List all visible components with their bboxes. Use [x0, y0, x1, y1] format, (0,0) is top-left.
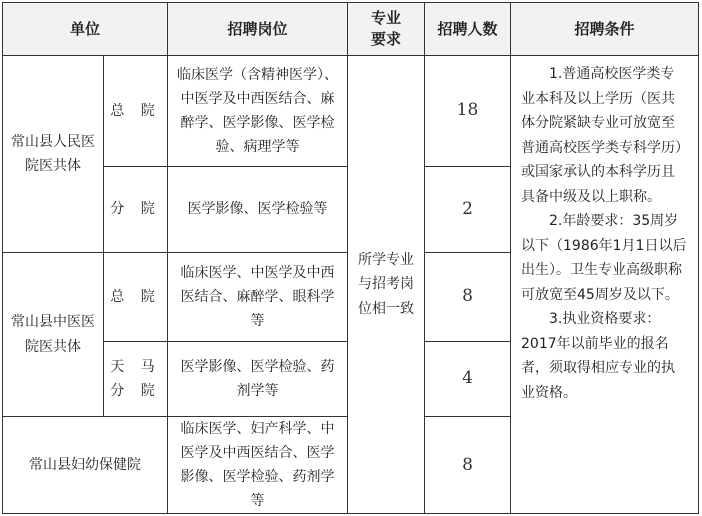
positions-cell: 医学影像、医学检验、药剂学等	[168, 342, 348, 417]
positions-cell: 临床医学、中医学及中西医结合、麻醉学、眼科学等	[168, 253, 348, 342]
header-major-line2: 要求	[370, 30, 401, 48]
condition-item: 3.执业资格要求：2017年以前毕业的报名者，须取得相应专业的执业资格。	[521, 311, 675, 401]
sub-unit-cell	[104, 342, 168, 417]
header-major-line1: 专业	[370, 9, 401, 27]
recruitment-table	[2, 2, 699, 514]
table-row	[3, 56, 699, 167]
header-row	[3, 3, 699, 56]
unit-cell: 常山县人民医院医共体	[3, 56, 104, 253]
count-cell: 2	[425, 167, 511, 253]
positions-cell: 临床医学（含精神医学）、中医学及中西医结合、麻醉学、医学影像、医学检验、病理学等	[168, 56, 348, 167]
header-conditions: 招聘条件	[511, 3, 699, 56]
count-cell: 18	[425, 56, 511, 167]
condition-item: 1.普通高校医学类专业本科及以上学历（医共体分院紧缺专业可放宽至普通高校医学类专科学历）或国家承认的本科学历且具备中级及以上职称。	[521, 66, 682, 205]
positions-cell: 医学影像、医学检验等	[168, 167, 348, 253]
header-position: 招聘岗位	[168, 3, 348, 56]
conditions-cell	[511, 56, 699, 514]
count-cell: 4	[425, 342, 511, 417]
unit-cell: 常山县中医医院医共体	[3, 253, 104, 417]
recruitment-table-wrapper	[2, 2, 699, 514]
sub-unit-cell: 分 院	[104, 167, 168, 253]
header-major-requirement	[348, 3, 425, 56]
count-cell: 8	[425, 417, 511, 514]
header-count: 招聘人数	[425, 3, 511, 56]
unit-cell: 常山县妇幼保健院	[3, 417, 168, 514]
sub-unit-line1: 天 马	[110, 358, 161, 375]
count-cell: 8	[425, 253, 511, 342]
header-unit: 单位	[3, 3, 168, 56]
sub-unit-cell: 总 院	[104, 56, 168, 167]
sub-unit-cell: 总 院	[104, 253, 168, 342]
positions-cell: 临床医学、妇产科学、中医学及中西医结合、医学影像、医学检验、药剂学等	[168, 417, 348, 514]
major-requirement-cell: 所学专业与招考岗位相一致	[348, 56, 425, 514]
condition-item: 2.年龄要求：35周岁以下（1986年1月1日以后出生）。卫生专业高级职称可放宽至45周岁及以下。	[521, 213, 687, 303]
sub-unit-line2: 分 院	[110, 383, 161, 399]
